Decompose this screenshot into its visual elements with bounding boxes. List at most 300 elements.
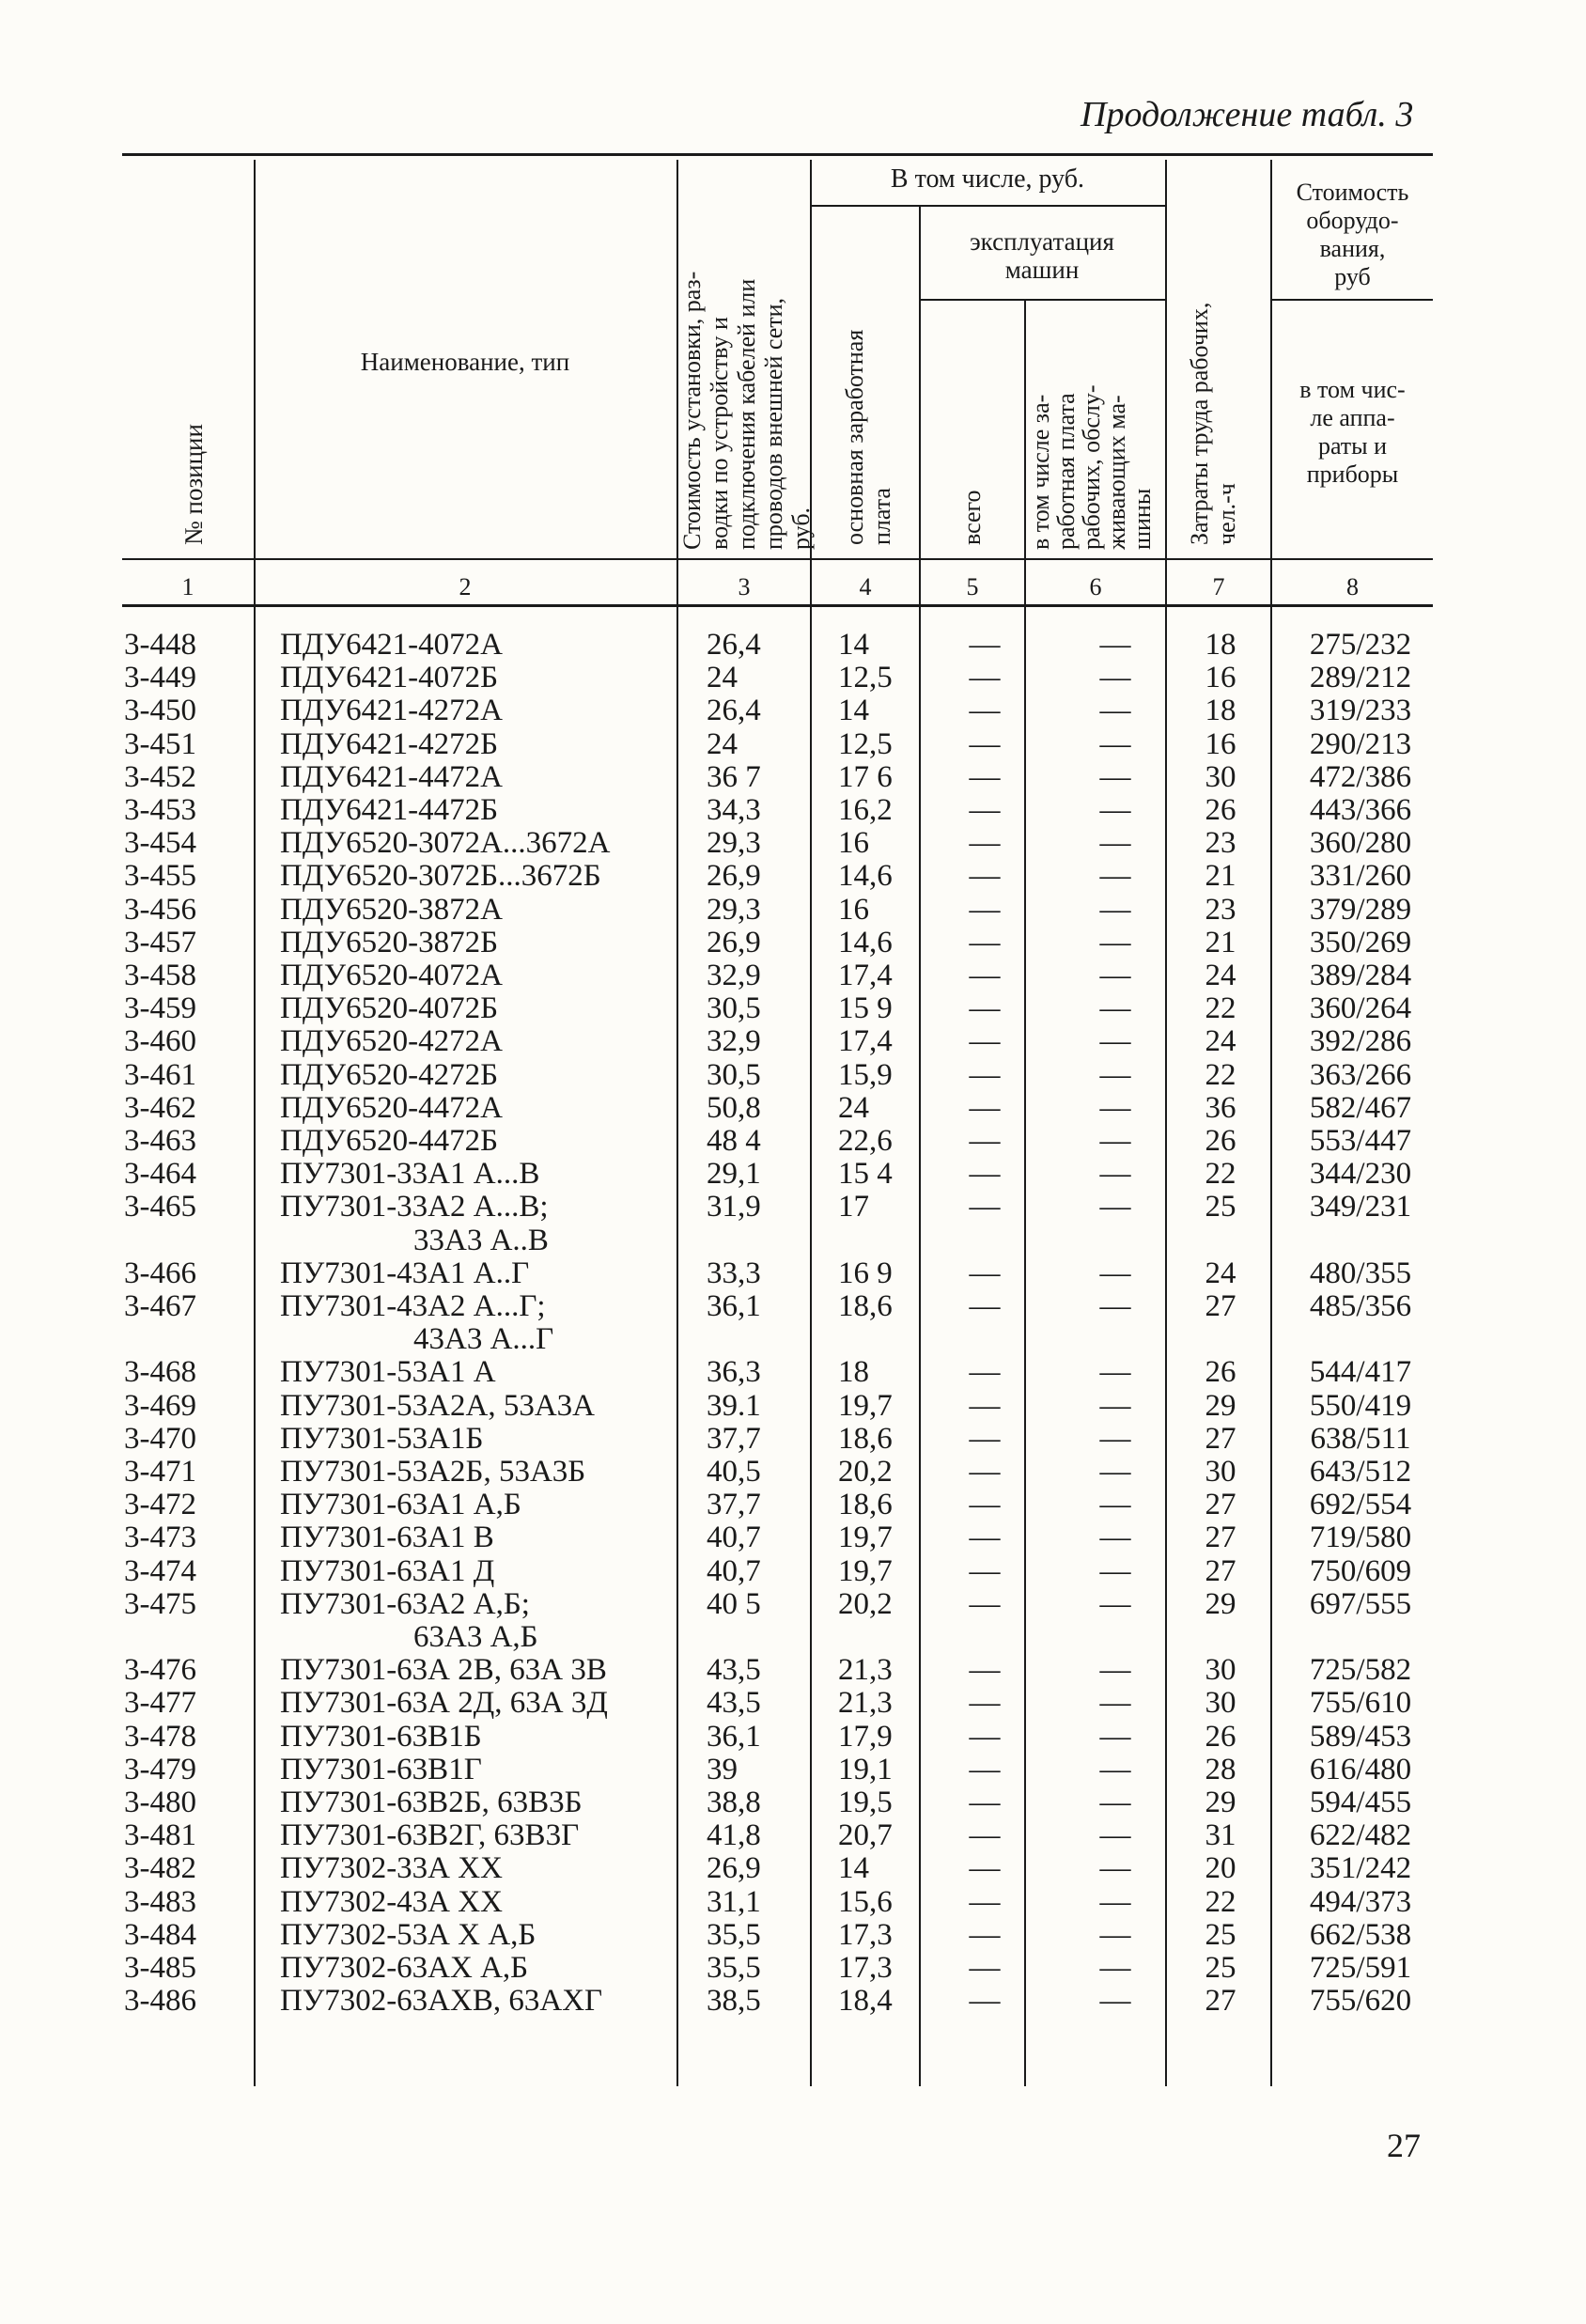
cell-c4: 19,7 <box>838 1388 893 1423</box>
cell-c8: 290/213 <box>1309 726 1412 761</box>
cell-c5: — <box>969 1653 1001 1688</box>
cell-c3: 33,3 <box>707 1256 761 1290</box>
cell-name: ПДУ6421-4472А <box>280 759 503 794</box>
cell-c3: 38,5 <box>707 1984 761 2019</box>
cell-name: ПУ7301-33А1 А...В <box>280 1157 540 1192</box>
cell-c5: — <box>969 1057 1001 1092</box>
cell-name: ПДУ6421-4272Б <box>280 726 499 761</box>
cell-c6: — <box>1099 694 1131 728</box>
cell-c4: 20,2 <box>838 1455 893 1489</box>
cell-pos: 3-456 <box>124 892 196 927</box>
cell-c7: 36 <box>1205 1090 1236 1125</box>
cell-c5: — <box>969 1686 1001 1721</box>
cell-c5: — <box>969 1024 1001 1059</box>
cell-c3: 39 <box>707 1752 738 1786</box>
cell-c8: 643/512 <box>1309 1455 1412 1489</box>
cell-pos: 3-479 <box>124 1752 196 1786</box>
header-c6-line: рабочих, обслу- <box>1078 384 1105 550</box>
cell-c3: 36,1 <box>707 1289 761 1323</box>
cell-c5: — <box>969 1553 1001 1588</box>
cell-c3: 50,8 <box>707 1090 761 1125</box>
cell-c4: 14 <box>838 628 869 662</box>
cell-c5: — <box>969 694 1001 728</box>
cell-pos: 3-469 <box>124 1388 196 1423</box>
header-c8-line: ле аппа- <box>1310 404 1395 431</box>
cell-name: 43А3 А...Г <box>413 1322 554 1357</box>
cell-c8: 389/284 <box>1309 959 1412 992</box>
cell-pos: 3-463 <box>124 1124 196 1158</box>
cell-name: ПДУ6520-4472А <box>280 1090 503 1125</box>
cell-pos: 3-454 <box>124 826 196 861</box>
cell-c4: 21,3 <box>838 1686 893 1721</box>
cell-c6: — <box>1099 1951 1131 1985</box>
cell-pos: 3-486 <box>124 1984 196 2019</box>
cell-c7: 30 <box>1205 1455 1236 1489</box>
cell-pos: 3-472 <box>124 1488 196 1522</box>
cell-c4: 17,3 <box>838 1917 893 1952</box>
cell-name: ПДУ6520-3872А <box>280 892 503 927</box>
cell-c6: — <box>1099 1124 1131 1158</box>
cell-c4: 12,5 <box>838 726 893 761</box>
cell-name: ПУ7301-63В1Г <box>280 1752 482 1786</box>
cell-c5: — <box>969 1884 1001 1919</box>
cell-c3: 35,5 <box>707 1917 761 1952</box>
cell-c3: 37,7 <box>707 1488 761 1522</box>
cell-c4: 15 9 <box>838 991 893 1026</box>
cell-c4: 20,7 <box>838 1818 893 1853</box>
cell-c6: — <box>1099 1521 1131 1555</box>
cell-c6: — <box>1099 1057 1131 1092</box>
cell-c6: — <box>1099 859 1131 894</box>
header-col8 <box>1272 376 1433 489</box>
cell-c4: 12,5 <box>838 661 893 695</box>
cell-c5: — <box>969 759 1001 794</box>
cell-name: ПУ7302-43А ХХ <box>280 1884 503 1919</box>
cell-c3: 40,5 <box>707 1455 761 1489</box>
cell-c5: — <box>969 1719 1001 1754</box>
cell-c5: — <box>969 726 1001 761</box>
cell-c8: 616/480 <box>1309 1752 1412 1786</box>
cell-c3: 39.1 <box>707 1388 761 1423</box>
cell-c5: — <box>969 1455 1001 1489</box>
cell-c3: 40 5 <box>707 1586 761 1621</box>
cell-c3: 26,4 <box>707 628 761 662</box>
cell-c7: 25 <box>1205 1917 1236 1952</box>
cell-c4: 17,9 <box>838 1719 893 1754</box>
cell-c6: — <box>1099 1289 1131 1323</box>
cell-name: ПДУ6520-3072Б...3672Б <box>280 859 601 894</box>
cell-c5: — <box>969 1090 1001 1125</box>
cell-c8: 392/286 <box>1309 1024 1412 1059</box>
cell-c3: 24 <box>707 726 738 761</box>
cell-c5: — <box>969 1124 1001 1158</box>
cell-c8: 360/264 <box>1309 991 1412 1026</box>
header-col3 <box>678 272 815 550</box>
cell-c5: — <box>969 1388 1001 1423</box>
cell-c6: — <box>1099 1818 1131 1853</box>
cell-c4: 22,6 <box>838 1124 893 1158</box>
header-c8-line: раты и <box>1317 432 1388 460</box>
cell-c5: — <box>969 1289 1001 1323</box>
cell-c4: 19,7 <box>838 1521 893 1555</box>
cell-c8: 319/233 <box>1309 694 1412 728</box>
header-group_machines-line: машин <box>1004 256 1080 284</box>
cell-name: ПДУ6421-4072Б <box>280 661 499 695</box>
cell-c8: 351/242 <box>1309 1851 1412 1886</box>
cell-c4: 24 <box>838 1090 869 1125</box>
cell-c7: 22 <box>1205 991 1236 1026</box>
cell-c4: 18 <box>838 1355 869 1390</box>
cell-c7: 18 <box>1205 628 1236 662</box>
cell-pos: 3-462 <box>124 1090 196 1125</box>
cell-c4: 17,3 <box>838 1951 893 1985</box>
cell-c7: 24 <box>1205 959 1236 992</box>
cell-c8: 594/455 <box>1309 1786 1412 1819</box>
cell-name: ПДУ6421-4072А <box>280 628 503 662</box>
cell-c6: — <box>1099 1786 1131 1819</box>
header-col7 <box>1186 303 1240 545</box>
cell-c8: 443/366 <box>1309 793 1412 827</box>
cell-c3: 37,7 <box>707 1421 761 1456</box>
cell-c7: 29 <box>1205 1388 1236 1423</box>
cell-c7: 23 <box>1205 826 1236 861</box>
cell-c6: — <box>1099 1653 1131 1688</box>
cell-pos: 3-481 <box>124 1818 196 1853</box>
cell-name: ПДУ6520-4272А <box>280 1024 503 1059</box>
cell-c5: — <box>969 1984 1001 2019</box>
cell-c3: 34,3 <box>707 793 761 827</box>
cell-c6: — <box>1099 628 1131 662</box>
vrule-4 <box>919 205 921 2086</box>
cell-pos: 3-474 <box>124 1553 196 1588</box>
cell-c8: 692/554 <box>1309 1488 1412 1522</box>
colnum-3: 3 <box>738 573 751 600</box>
cell-c5: — <box>969 1190 1001 1224</box>
cell-name: ПУ7301-63А1 В <box>280 1521 494 1555</box>
cell-c5: — <box>969 1818 1001 1853</box>
cell-c8: 697/555 <box>1309 1586 1412 1621</box>
cell-name: ПДУ6421-4472Б <box>280 793 499 827</box>
cell-c8: 662/538 <box>1309 1917 1412 1952</box>
cell-c8: 755/610 <box>1309 1686 1412 1721</box>
cell-c7: 21 <box>1205 925 1236 959</box>
cell-c7: 27 <box>1205 1488 1236 1522</box>
cell-c7: 25 <box>1205 1951 1236 1985</box>
colnum-6: 6 <box>1089 573 1102 600</box>
cell-name: ПДУ6520-3072А...3672А <box>280 826 611 861</box>
cell-c6: — <box>1099 1553 1131 1588</box>
header-group_machines-line: эксплуатация <box>970 227 1114 256</box>
cell-c3: 30,5 <box>707 991 761 1026</box>
cell-name: ПУ7301-63А 2Д, 63А 3Д <box>280 1686 608 1721</box>
cell-c8: 331/260 <box>1309 859 1412 894</box>
cell-c4: 15 4 <box>838 1157 893 1192</box>
cell-c5: — <box>969 1917 1001 1952</box>
colnum-5: 5 <box>966 573 979 600</box>
cell-pos: 3-458 <box>124 959 196 992</box>
cell-c4: 14 <box>838 694 869 728</box>
cell-c7: 23 <box>1205 892 1236 927</box>
cell-c6: — <box>1099 959 1131 992</box>
cell-c4: 16,2 <box>838 793 893 827</box>
cell-c7: 27 <box>1205 1421 1236 1456</box>
cell-c8: 582/467 <box>1309 1090 1412 1125</box>
cell-c4: 19,7 <box>838 1553 893 1588</box>
cell-c8: 544/417 <box>1309 1355 1412 1390</box>
cell-pos: 3-452 <box>124 759 196 794</box>
cell-c3: 36 7 <box>707 759 761 794</box>
cell-pos: 3-483 <box>124 1884 196 1919</box>
cell-c7: 22 <box>1205 1157 1236 1192</box>
cell-c3: 32,9 <box>707 1024 761 1059</box>
cell-name: ПУ7301-53А2Б, 53А3Б <box>280 1455 586 1489</box>
cell-c6: — <box>1099 726 1131 761</box>
cell-c8: 622/482 <box>1309 1818 1412 1853</box>
cell-c3: 26,9 <box>707 1851 761 1886</box>
cell-c3: 48 4 <box>707 1124 761 1158</box>
cell-c3: 40,7 <box>707 1553 761 1588</box>
cell-c8: 360/280 <box>1309 826 1412 861</box>
cell-c6: — <box>1099 1421 1131 1456</box>
cell-c4: 16 <box>838 892 869 927</box>
group-rub-rule <box>810 205 1165 207</box>
cell-pos: 3-475 <box>124 1586 196 1621</box>
cell-c8: 589/453 <box>1309 1719 1412 1754</box>
cell-c4: 18,4 <box>838 1984 893 2019</box>
cell-c4: 15,6 <box>838 1884 893 1919</box>
header-col4 <box>841 330 895 545</box>
cell-c5: — <box>969 1355 1001 1390</box>
cell-c4: 17,4 <box>838 959 893 992</box>
header-c3-line: водки по устройству и <box>706 317 733 550</box>
colnum-bottom-rule <box>122 604 1433 607</box>
cell-c5: — <box>969 892 1001 927</box>
cell-name: 63А3 А,Б <box>413 1620 538 1654</box>
table-continuation-label: Продолжение табл. 3 <box>1081 95 1414 134</box>
cell-c3: 26,9 <box>707 859 761 894</box>
cell-c8: 725/591 <box>1309 1951 1412 1985</box>
cell-c4: 14,6 <box>838 925 893 959</box>
colnum-7: 7 <box>1212 573 1225 600</box>
cell-pos: 3-451 <box>124 726 196 761</box>
cell-c6: — <box>1099 793 1131 827</box>
cell-c6: — <box>1099 892 1131 927</box>
header-col1: № позиции <box>179 424 208 545</box>
cell-pos: 3-460 <box>124 1024 196 1059</box>
header-group-rub: В том числе, руб. <box>890 164 1085 194</box>
cell-c8: 755/620 <box>1309 1984 1412 2019</box>
cell-c5: — <box>969 1851 1001 1886</box>
cell-c6: — <box>1099 1355 1131 1390</box>
cell-c5: — <box>969 628 1001 662</box>
cell-pos: 3-470 <box>124 1421 196 1456</box>
cell-c7: 26 <box>1205 793 1236 827</box>
cell-c4: 15,9 <box>838 1057 893 1092</box>
cell-c5: — <box>969 1421 1001 1456</box>
cell-c3: 40,7 <box>707 1521 761 1555</box>
cell-c5: — <box>969 826 1001 861</box>
cell-c6: — <box>1099 1884 1131 1919</box>
cell-c4: 21,3 <box>838 1653 893 1688</box>
cell-name: ПУ7301-53А2А, 53А3А <box>280 1388 596 1423</box>
cell-name: ПУ7301-63А1 Д <box>280 1553 495 1588</box>
header-group_equipment-line: Стоимость <box>1296 179 1409 206</box>
cell-pos: 3-455 <box>124 859 196 894</box>
cell-c8: 275/232 <box>1309 628 1412 662</box>
cell-c8: 363/266 <box>1309 1057 1412 1092</box>
cell-name: ПУ7301-63А2 А,Б; <box>280 1586 530 1621</box>
cell-pos: 3-448 <box>124 628 196 662</box>
header-c6-line: живающих ма- <box>1103 395 1130 550</box>
header-c7-line: чел.-ч <box>1213 483 1240 545</box>
cell-c7: 29 <box>1205 1786 1236 1819</box>
cell-c6: — <box>1099 991 1131 1026</box>
header-c8-line: приборы <box>1306 460 1399 488</box>
cell-c5: — <box>969 1752 1001 1786</box>
table-top-rule <box>122 153 1433 156</box>
colnum-8: 8 <box>1346 573 1359 600</box>
cell-c7: 18 <box>1205 694 1236 728</box>
cell-c7: 16 <box>1205 661 1236 695</box>
cell-name: ПУ7301-63В2Б, 63В3Б <box>280 1786 583 1819</box>
cell-c4: 16 9 <box>838 1256 893 1290</box>
cell-c7: 22 <box>1205 1884 1236 1919</box>
cell-c7: 30 <box>1205 759 1236 794</box>
header-group_equipment-line: вания, <box>1319 235 1386 262</box>
cell-c7: 21 <box>1205 859 1236 894</box>
cell-name: ПДУ6520-4072А <box>280 959 503 992</box>
cell-c7: 29 <box>1205 1586 1236 1621</box>
cell-c3: 24 <box>707 661 738 695</box>
cell-c3: 43,5 <box>707 1653 761 1688</box>
cell-c8: 638/511 <box>1310 1421 1411 1456</box>
cell-name: ПУ7301-63А 2В, 63А 3В <box>280 1653 607 1688</box>
header-group-machines <box>921 227 1163 284</box>
cell-c6: — <box>1099 925 1131 959</box>
header-group_equipment-line: оборудо- <box>1306 207 1399 234</box>
cell-c6: — <box>1099 1090 1131 1125</box>
cell-pos: 3-468 <box>124 1355 196 1390</box>
cell-pos: 3-467 <box>124 1289 196 1323</box>
header-c4-line: основная заработная <box>841 329 868 545</box>
cell-c5: — <box>969 925 1001 959</box>
cell-name: ПДУ6520-3872Б <box>280 925 499 959</box>
cell-c7: 26 <box>1205 1355 1236 1390</box>
cell-c3: 31,9 <box>707 1190 761 1224</box>
cell-name: ПУ7301-43А2 А...Г; <box>280 1289 546 1323</box>
cell-c4: 19,1 <box>838 1752 893 1786</box>
cell-c3: 38,8 <box>707 1786 761 1819</box>
cell-c4: 19,5 <box>838 1786 893 1819</box>
cell-c8: 349/231 <box>1309 1190 1412 1224</box>
cell-c7: 27 <box>1205 1984 1236 2019</box>
cell-pos: 3-466 <box>124 1256 196 1290</box>
cell-c5: — <box>969 959 1001 992</box>
cell-c3: 35,5 <box>707 1951 761 1985</box>
cell-c7: 28 <box>1205 1752 1236 1786</box>
cell-pos: 3-459 <box>124 991 196 1026</box>
cell-c7: 27 <box>1205 1289 1236 1323</box>
header-c3-line: проводов внешней сети, <box>760 297 787 550</box>
cell-c8: 725/582 <box>1309 1653 1412 1688</box>
cell-c6: — <box>1099 1488 1131 1522</box>
cell-name: ПУ7302-63АХВ, 63АХГ <box>280 1984 603 2019</box>
cell-c3: 29,1 <box>707 1157 761 1192</box>
cell-c7: 31 <box>1205 1818 1236 1853</box>
cell-c5: — <box>969 1586 1001 1621</box>
cell-c7: 30 <box>1205 1686 1236 1721</box>
cell-c4: 18,6 <box>838 1488 893 1522</box>
header-c6-line: в том числе за- <box>1027 394 1054 550</box>
cell-c6: — <box>1099 1256 1131 1290</box>
header-bottom-rule <box>122 558 1433 560</box>
cell-name: ПУ7301-63В1Б <box>280 1719 482 1754</box>
cell-name: ПУ7301-63В2Г, 63В3Г <box>280 1818 580 1853</box>
cell-c4: 20,2 <box>838 1586 893 1621</box>
cell-c8: 553/447 <box>1309 1124 1412 1158</box>
cell-name: ПДУ6520-4072Б <box>280 991 499 1026</box>
cell-c3: 26,9 <box>707 925 761 959</box>
cell-c6: — <box>1099 1719 1131 1754</box>
cell-c8: 344/230 <box>1309 1157 1412 1192</box>
cell-c7: 27 <box>1205 1521 1236 1555</box>
cell-c6: — <box>1099 661 1131 695</box>
group-equipment-rule <box>1270 299 1433 301</box>
header-c3-line: подключения кабелей или <box>733 278 760 550</box>
cell-c3: 36,3 <box>707 1355 761 1390</box>
cell-c8: 480/355 <box>1309 1256 1412 1290</box>
cell-pos: 3-457 <box>124 925 196 959</box>
cell-c6: — <box>1099 1917 1131 1952</box>
cell-c4: 14 <box>838 1851 869 1886</box>
cell-name: ПУ7302-53А Х А,Б <box>280 1917 536 1952</box>
header-col5: всего <box>958 490 986 545</box>
cell-c5: — <box>969 1157 1001 1192</box>
cell-c6: — <box>1099 1024 1131 1059</box>
cell-c6: — <box>1099 1851 1131 1886</box>
header-c3-line: Стоимость установки, раз- <box>678 271 706 550</box>
cell-c8: 472/386 <box>1309 759 1412 794</box>
header-c8-line: в том чис- <box>1299 376 1406 403</box>
header-col6 <box>1028 385 1155 551</box>
cell-c6: — <box>1099 1686 1131 1721</box>
vrule-5 <box>1024 299 1026 2086</box>
cell-c6: — <box>1099 1157 1131 1192</box>
cell-c4: 14,6 <box>838 859 893 894</box>
cell-name: ПУ7301-63А1 А,Б <box>280 1488 521 1522</box>
cell-c3: 26,4 <box>707 694 761 728</box>
cell-c5: — <box>969 1256 1001 1290</box>
cell-c4: 18,6 <box>838 1289 893 1323</box>
cell-c7: 25 <box>1205 1190 1236 1224</box>
cell-c5: — <box>969 793 1001 827</box>
header-c3-line: руб. <box>787 507 815 550</box>
cell-pos: 3-482 <box>124 1851 196 1886</box>
cell-c7: 27 <box>1205 1553 1236 1588</box>
cell-pos: 3-453 <box>124 793 196 827</box>
colnum-2: 2 <box>459 573 472 600</box>
cell-c7: 30 <box>1205 1653 1236 1688</box>
cell-pos: 3-461 <box>124 1057 196 1092</box>
cell-c7: 16 <box>1205 726 1236 761</box>
cell-c8: 550/419 <box>1309 1388 1412 1423</box>
cell-c7: 20 <box>1205 1851 1236 1886</box>
header-group_equipment-line: руб <box>1334 263 1371 290</box>
cell-c6: — <box>1099 1190 1131 1224</box>
cell-c6: — <box>1099 1586 1131 1621</box>
cell-c3: 43,5 <box>707 1686 761 1721</box>
cell-c3: 29,3 <box>707 826 761 861</box>
